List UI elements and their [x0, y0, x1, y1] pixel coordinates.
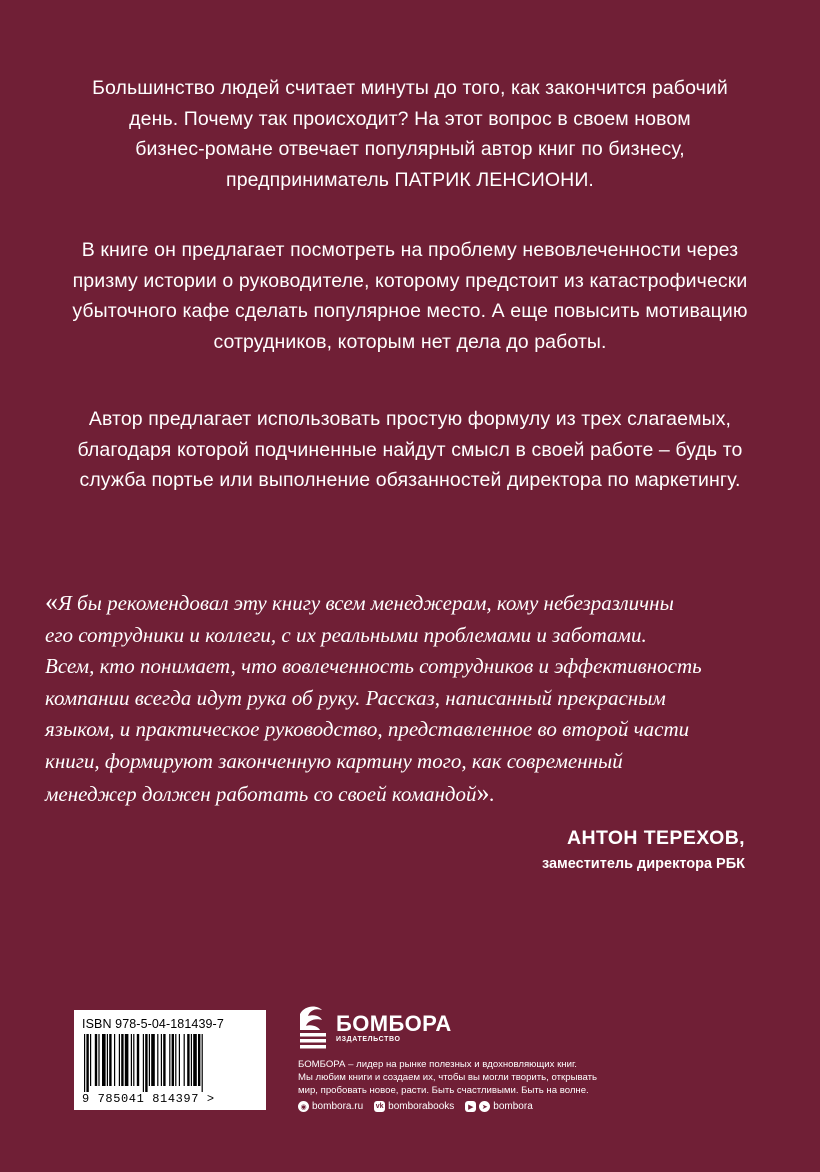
- text-line: В книге он предлагает посмотреть на проблему невовлеченности через: [81, 239, 739, 261]
- barcode-bar: [84, 1034, 85, 1092]
- barcode-bar: [121, 1034, 123, 1086]
- text-line: служба портье или выполнение обязанностей директора по маркетингу.: [79, 469, 741, 491]
- barcode-bar: [202, 1034, 203, 1092]
- quote-line: Я бы рекомендовал эту книгу всем менеджерам, кому небезразличны: [58, 591, 674, 615]
- barcode-bar: [102, 1034, 106, 1086]
- author-role: заместитель директора РБК: [541, 856, 745, 872]
- barcode-bar: [90, 1034, 91, 1086]
- barcode-bar: [169, 1034, 170, 1086]
- quote-line: его сотрудники и коллеги, с их реальными проблемами и заботами.: [45, 622, 647, 647]
- text-line: благодаря которой подчиненные найдут смысл в своей работе – будь то: [77, 438, 743, 461]
- isbn-barcode: [74, 1010, 266, 1110]
- text-line: предприниматель ПАТРИК ЛЕНСИОНИ.: [226, 168, 594, 191]
- telegram-icon: ➤: [479, 1101, 490, 1112]
- video-icon: ▶: [465, 1101, 476, 1112]
- text-line: мир, пробовать новое, расти. Быть счастливыми. Быть на волне.: [298, 1085, 589, 1096]
- author-name: АНТОН ТЕРЕХОВ,: [567, 827, 745, 849]
- description-paragraph-1: [40, 73, 780, 195]
- barcode-digits: 9 785041 814397 >: [82, 1092, 215, 1106]
- barcode-bar: [125, 1034, 129, 1086]
- bombora-wave-icon: [296, 1004, 332, 1050]
- text-line: сотрудников, которым нет дела до работы.: [213, 330, 607, 353]
- barcode-bar: [191, 1034, 192, 1086]
- barcode-bar: [98, 1034, 99, 1086]
- barcode-bar: [172, 1034, 174, 1086]
- barcode-bar: [198, 1034, 200, 1086]
- text-line: призму истории о руководителе, которому предстоит из катастрофически: [72, 269, 748, 292]
- barcode-bar: [175, 1034, 176, 1086]
- barcode-bar: [95, 1034, 97, 1086]
- text-line: Большинство людей считает минуты до того, как закончится рабочий: [92, 77, 728, 99]
- social-telegram[interactable]: [465, 1101, 532, 1112]
- text-line: день. Почему так происходит? На этот вопрос в своем новом: [129, 107, 691, 130]
- publisher-name: БОМБОРА: [336, 1011, 452, 1036]
- quote-line: менеджер должен работать со своей командой: [45, 782, 477, 806]
- barcode-bar: [187, 1034, 189, 1086]
- barcode-bar: [114, 1034, 115, 1086]
- social-vk[interactable]: [374, 1101, 454, 1112]
- publisher-socials: [298, 1101, 544, 1112]
- barcode-bar: [143, 1034, 144, 1092]
- barcode-bar: [193, 1034, 197, 1086]
- description-paragraph-3: [40, 404, 780, 496]
- barcode-bar: [161, 1034, 162, 1086]
- testimonial-quote: [45, 586, 745, 811]
- text-line: бизнес-романе отвечает популярный автор книг по бизнесу,: [135, 138, 685, 160]
- social-label: bombora.ru: [312, 1101, 364, 1112]
- barcode-bar: [133, 1034, 134, 1086]
- text-line: Мы любим книги и создаем их, чтобы вы могли творить, открывать: [298, 1072, 597, 1083]
- publisher-subtitle: ИЗДАТЕЛЬСТВО: [336, 1036, 401, 1043]
- publisher-logo: [296, 1004, 452, 1050]
- barcode-bar: [131, 1034, 132, 1086]
- barcode-bars: [82, 1034, 258, 1092]
- barcode-bar: [145, 1034, 147, 1092]
- close-quote-mark: »: [476, 778, 490, 807]
- text-line: БОМБОРА – лидер на рынке полезных и вдохновляющих книг.: [298, 1059, 577, 1070]
- barcode-bar: [179, 1034, 180, 1086]
- barcode-bar: [163, 1034, 165, 1086]
- barcode-bar: [137, 1034, 139, 1086]
- quote-end-punct: .: [489, 782, 495, 806]
- quote-line: языком, и практическое руководство, представленное во второй части: [45, 717, 690, 741]
- barcode-bar: [107, 1034, 108, 1086]
- barcode-bar: [86, 1034, 88, 1092]
- quote-author: [542, 826, 745, 878]
- social-label: bombora: [493, 1101, 533, 1112]
- quote-line: Всем, кто понимает, что вовлеченность сотрудников и эффективность: [45, 654, 702, 678]
- publisher-description: [298, 1058, 638, 1097]
- barcode-bar: [157, 1034, 158, 1086]
- description-paragraph-2: [40, 235, 780, 357]
- social-site[interactable]: [298, 1101, 363, 1112]
- vk-icon: vk: [375, 1103, 384, 1110]
- globe-icon: ◉: [298, 1101, 309, 1112]
- barcode-bar: [109, 1034, 111, 1086]
- social-label: bomborabooks: [388, 1101, 455, 1112]
- text-line: убыточного кафе сделать популярное место. А еще повысить мотивацию: [72, 300, 748, 322]
- text-line: Автор предлагает использовать простую формулу из трех слагаемых,: [88, 408, 732, 430]
- barcode-bar: [184, 1034, 185, 1086]
- barcode-bar: [119, 1034, 120, 1086]
- open-quote-mark: «: [45, 587, 58, 616]
- quote-line: книги, формируют законченную картину того, как современный: [45, 748, 623, 773]
- isbn-label: ISBN 978-5-04-181439-7: [82, 1017, 224, 1031]
- barcode-bar: [151, 1034, 155, 1086]
- quote-line: компании всегда идут рука об руку. Рассказ, написанный прекрасным: [45, 685, 666, 710]
- barcode-bar: [149, 1034, 150, 1086]
